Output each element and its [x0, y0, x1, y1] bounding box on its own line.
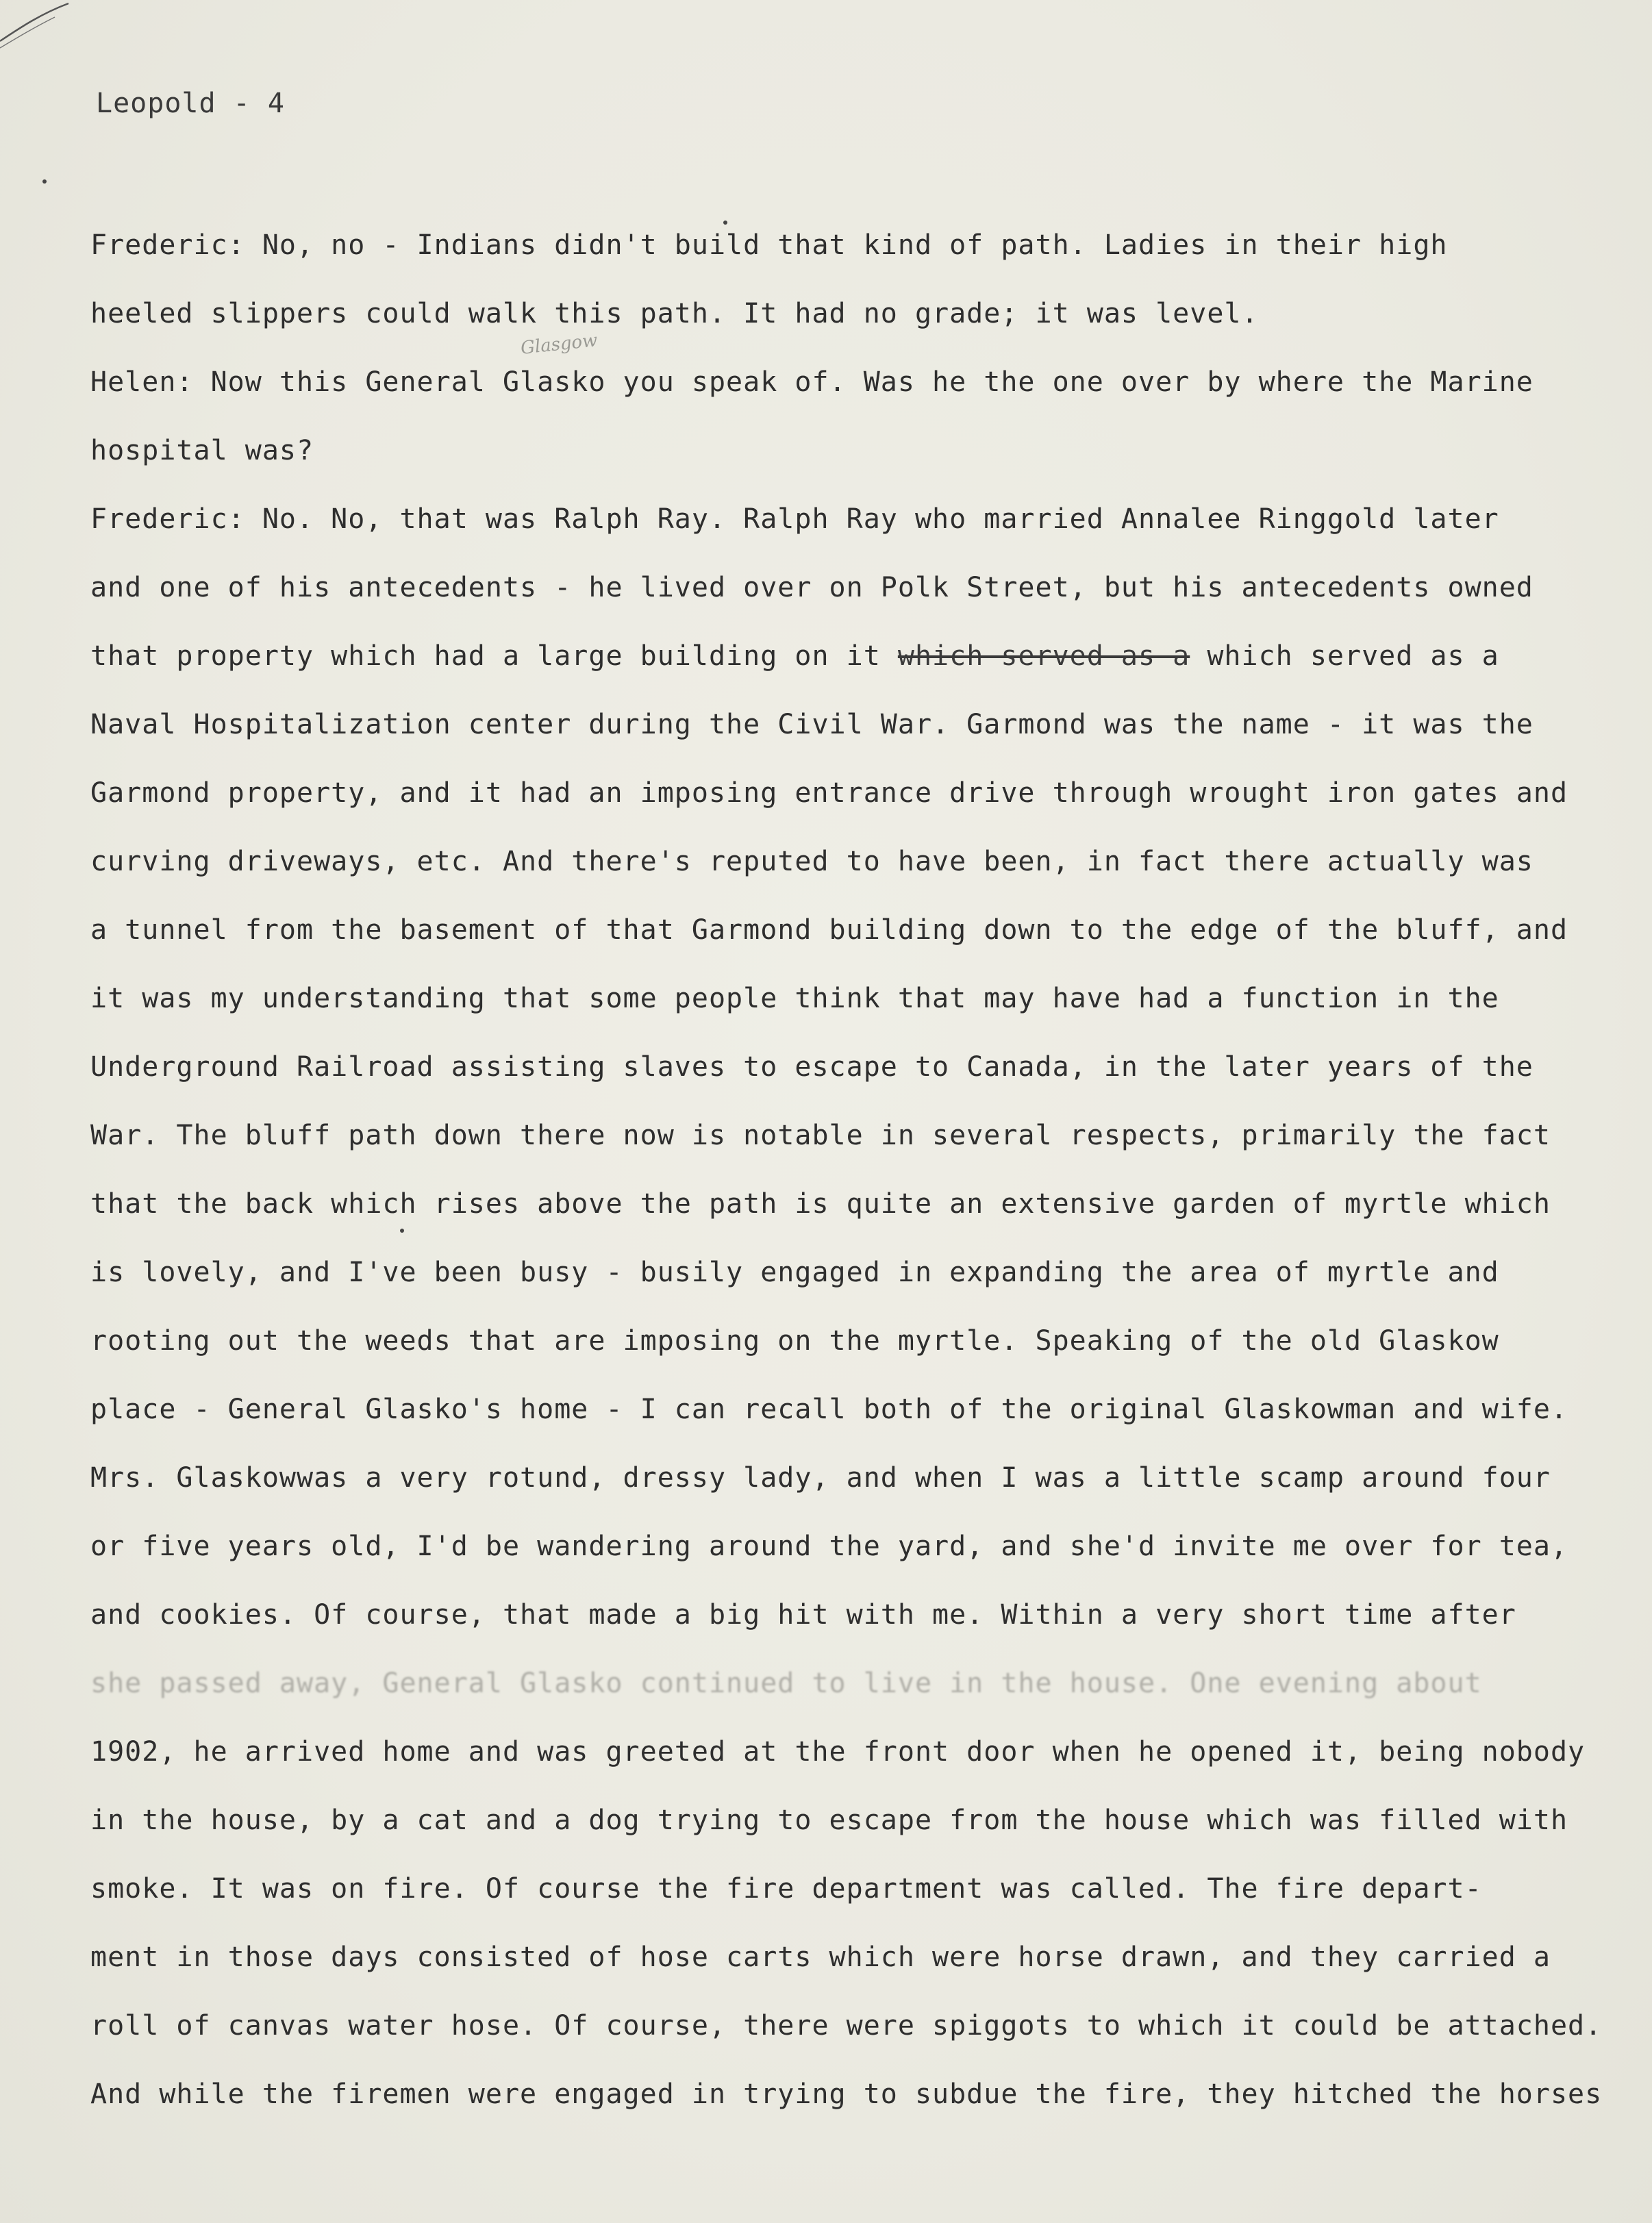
- struck-out-text: which served as a: [897, 640, 1190, 672]
- text-line: place - General Glasko's home - I can recall both of the original Glaskowman and wife.: [90, 1394, 1568, 1425]
- text-line: heeled slippers could walk this path. It had no grade; it was level.: [90, 298, 1259, 329]
- text-line: or five years old, I'd be wandering around the yard, and she'd invite me over for tea,: [90, 1531, 1568, 1562]
- text-line: hospital was?: [90, 435, 314, 466]
- text-line: Frederic: No. No, that was Ralph Ray. Ralph Ray who married Annalee Ringgold later: [90, 503, 1499, 535]
- text-line: and cookies. Of course, that made a big hit with me. Within a very short time after: [90, 1599, 1516, 1631]
- text-line: rooting out the weeds that are imposing on the myrtle. Speaking of the old Glaskow: [90, 1325, 1499, 1357]
- faded-text-line: she passed away, General Glasko continued to live in the house. One evening about: [90, 1668, 1482, 1699]
- text-line: is lovely, and I've been busy - busily engaged in expanding the area of myrtle and: [90, 1257, 1499, 1288]
- text-line: 1902, he arrived home and was greeted at the front door when he opened it, being nobody: [90, 1736, 1586, 1768]
- text-line: Underground Railroad assisting slaves to escape to Canada, in the later years of the: [90, 1051, 1534, 1083]
- line-segment: which served as a: [1190, 640, 1499, 672]
- typed-transcript: [90, 218, 1603, 2135]
- text-line-with-strikethrough: [90, 629, 1584, 697]
- text-line: War. The bluff path down there now is notable in several respects, primarily the fact: [90, 1120, 1551, 1151]
- text-line: ment in those days consisted of hose carts which were horse drawn, and they carried a: [90, 1942, 1551, 1973]
- text-line: it was my understanding that some people think that may have had a function in the: [90, 983, 1499, 1014]
- text-line: smoke. It was on fire. Of course the fire department was called. The fire depart-: [90, 1873, 1482, 1905]
- text-line: Naval Hospitalization center during the Civil War. Garmond was the name - it was the: [90, 709, 1534, 740]
- text-line: Helen: Now this General Glasko you speak of. Was he the one over by where the Marine: [90, 366, 1534, 398]
- text-line: And while the firemen were engaged in trying to subdue the fire, they hitched the horses: [90, 2078, 1603, 2110]
- ink-speck: [42, 179, 47, 184]
- text-line: Frederic: No, no - Indians didn't build that kind of path. Ladies in their high: [90, 229, 1448, 261]
- text-line: that the back which rises above the path is quite an extensive garden of myrtle which: [90, 1188, 1551, 1220]
- text-line: a tunnel from the basement of that Garmond building down to the edge of the bluff, and: [90, 914, 1568, 946]
- text-line: Mrs. Glaskowwas a very rotund, dressy lady, and when I was a little scamp around four: [90, 1462, 1551, 1494]
- text-line: curving driveways, etc. And there's reputed to have been, in fact there actually was: [90, 846, 1534, 877]
- page-header: Leopold - 4: [96, 88, 285, 119]
- text-line: Garmond property, and it had an imposing entrance drive through wrought iron gates and: [90, 777, 1568, 809]
- text-line: in the house, by a cat and a dog trying to escape from the house which was filled with: [90, 1805, 1568, 1836]
- line-segment: that property which had a large building on it: [90, 640, 898, 672]
- text-line: roll of canvas water hose. Of course, there were spiggots to which it could be attached.: [90, 2010, 1603, 2042]
- handwritten-annotation: Glasgow: [519, 330, 599, 359]
- text-line: and one of his antecedents - he lived over on Polk Street, but his antecedents owned: [90, 572, 1534, 603]
- corner-pen-mark: [0, 0, 82, 55]
